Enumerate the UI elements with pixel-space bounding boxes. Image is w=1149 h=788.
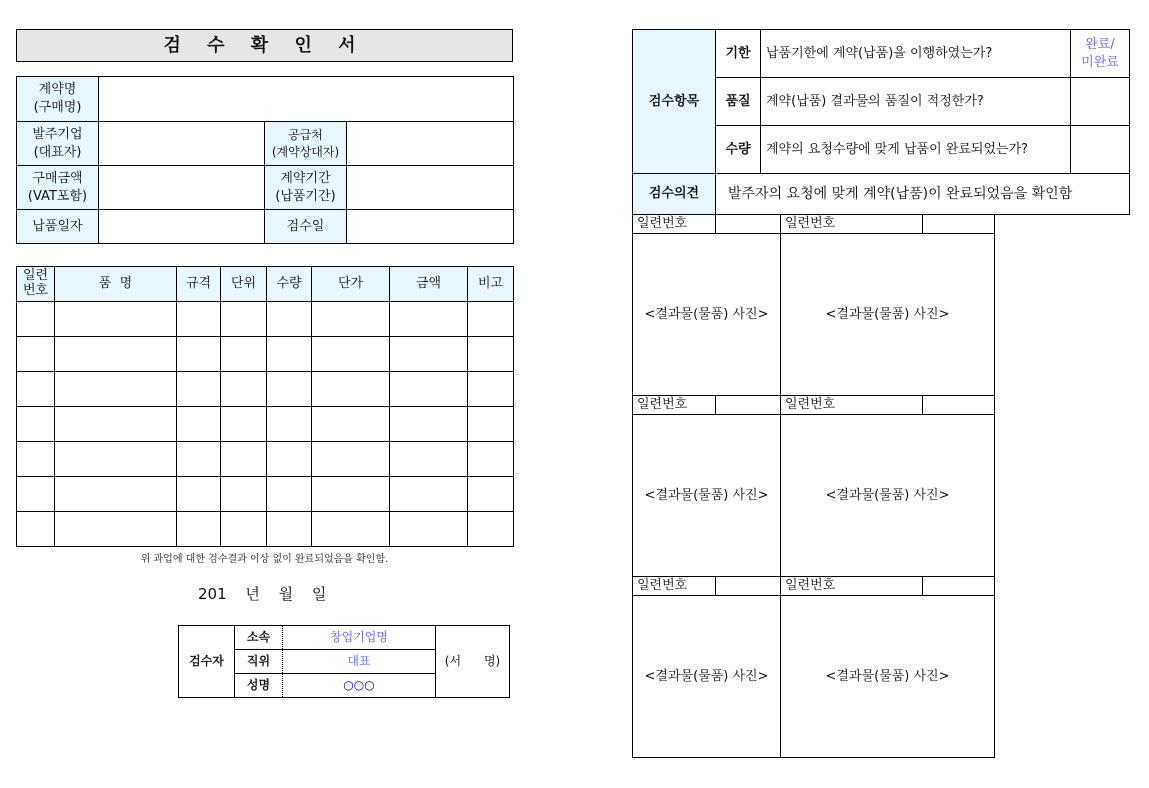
item-key: 수량: [716, 126, 761, 174]
contract-info-table: [16, 76, 514, 244]
serial-field[interactable]: [716, 577, 781, 596]
contract-period-field[interactable]: [347, 166, 514, 210]
table-row: [17, 407, 514, 442]
column-header: 수량: [267, 267, 312, 302]
item-cell[interactable]: [267, 302, 312, 337]
column-header: 비고: [468, 267, 514, 302]
serial-label: 일련번호: [633, 577, 716, 596]
item-cell[interactable]: [312, 512, 390, 547]
item-cell[interactable]: [177, 302, 221, 337]
item-cell[interactable]: [221, 512, 267, 547]
table-row: [17, 372, 514, 407]
status-header[interactable]: 완료/ 미완료: [1071, 30, 1130, 78]
item-cell[interactable]: [17, 442, 55, 477]
serial-label: 일련번호: [781, 215, 923, 234]
item-cell[interactable]: [267, 407, 312, 442]
photo-placeholder[interactable]: <결과물(물품) 사진>: [633, 415, 781, 577]
table-row: [17, 442, 514, 477]
serial-field[interactable]: [923, 396, 995, 415]
column-header: 일련 번호: [17, 267, 55, 302]
item-cell[interactable]: [17, 512, 55, 547]
serial-field[interactable]: [716, 215, 781, 234]
item-cell[interactable]: [55, 512, 177, 547]
item-cell[interactable]: [17, 337, 55, 372]
item-cell[interactable]: [267, 372, 312, 407]
item-cell[interactable]: [267, 477, 312, 512]
contract-name-label: 계약명 (구매명): [17, 77, 99, 122]
item-cell[interactable]: [468, 337, 514, 372]
contract-period-label: 계약기간 (납품기간): [265, 166, 347, 210]
ordering-company-label: 발주기업 (대표자): [17, 122, 99, 166]
item-cell[interactable]: [177, 477, 221, 512]
item-key: 품질: [716, 78, 761, 126]
inspection-date-field[interactable]: [347, 210, 514, 244]
item-cell[interactable]: [468, 302, 514, 337]
item-cell[interactable]: [221, 407, 267, 442]
item-cell[interactable]: [312, 337, 390, 372]
opinion-label: 검수의견: [633, 174, 716, 215]
item-cell[interactable]: [390, 372, 468, 407]
supplier-label: 공급처 (계약상대자): [265, 122, 347, 166]
item-question: 계약(납품) 결과물의 품질이 적정한가?: [761, 78, 1071, 126]
item-cell[interactable]: [468, 407, 514, 442]
item-cell[interactable]: [221, 477, 267, 512]
photo-placeholder[interactable]: <결과물(물품) 사진>: [781, 596, 995, 758]
item-cell[interactable]: [177, 407, 221, 442]
table-row: [17, 302, 514, 337]
position-label: 직위: [235, 650, 283, 674]
item-cell[interactable]: [177, 442, 221, 477]
item-cell[interactable]: [390, 337, 468, 372]
opinion-table: [632, 173, 1130, 758]
serial-label: 일련번호: [633, 215, 716, 234]
item-cell[interactable]: [468, 442, 514, 477]
item-cell[interactable]: [468, 372, 514, 407]
opinion-statement: 발주자의 요청에 맞게 계약(납품)이 완료되었음을 확인함: [716, 174, 1130, 215]
item-cell[interactable]: [17, 372, 55, 407]
item-cell[interactable]: [468, 477, 514, 512]
item-cell[interactable]: [390, 442, 468, 477]
item-cell[interactable]: [55, 407, 177, 442]
item-cell[interactable]: [312, 477, 390, 512]
item-cell[interactable]: [177, 512, 221, 547]
item-cell[interactable]: [221, 337, 267, 372]
item-cell[interactable]: [177, 337, 221, 372]
signature-field[interactable]: (서 명): [436, 626, 510, 698]
item-cell[interactable]: [312, 407, 390, 442]
photo-placeholder[interactable]: <결과물(물품) 사진>: [781, 415, 995, 577]
serial-label: 일련번호: [633, 396, 716, 415]
photo-placeholder[interactable]: <결과물(물품) 사진>: [781, 234, 995, 396]
serial-field[interactable]: [923, 215, 995, 234]
item-cell[interactable]: [177, 372, 221, 407]
name-label: 성명: [235, 674, 283, 698]
serial-field[interactable]: [716, 396, 781, 415]
photo-placeholder[interactable]: <결과물(물품) 사진>: [633, 596, 781, 758]
document-title: 검 수 확 인 서: [16, 29, 513, 62]
item-cell[interactable]: [221, 372, 267, 407]
items-table: [16, 266, 514, 547]
position-value[interactable]: 대표: [283, 650, 436, 674]
item-cell[interactable]: [17, 407, 55, 442]
item-cell[interactable]: [390, 512, 468, 547]
table-row: [17, 512, 514, 547]
item-key: 기한: [716, 30, 761, 78]
item-cell[interactable]: [17, 477, 55, 512]
item-question: 납품기한에 계약(납품)을 이행하였는가?: [761, 30, 1071, 78]
confirmation-note: 위 과업에 대한 검수결과 이상 없이 완료되었음을 확인함.: [140, 554, 389, 565]
delivery-date-field[interactable]: [99, 210, 265, 244]
item-cell[interactable]: [55, 442, 177, 477]
column-header: 단가: [312, 267, 390, 302]
column-header: 단위: [221, 267, 267, 302]
item-cell[interactable]: [55, 477, 177, 512]
name-value[interactable]: ○○○: [283, 674, 436, 698]
delivery-date-label: 납품일자: [17, 210, 99, 244]
ordering-company-field[interactable]: [99, 122, 265, 166]
inspection-items-table: [632, 29, 1130, 174]
date-line: 201 년 월 일: [198, 585, 327, 603]
item-cell[interactable]: [312, 442, 390, 477]
affiliation-value[interactable]: 창업기업명: [283, 626, 436, 650]
table-row: [17, 337, 514, 372]
affiliation-label: 소속: [235, 626, 283, 650]
item-cell[interactable]: [267, 512, 312, 547]
item-cell[interactable]: [17, 302, 55, 337]
item-cell[interactable]: [312, 372, 390, 407]
inspector-table: [178, 625, 510, 698]
contract-name-field[interactable]: [99, 77, 514, 122]
purchase-amount-label: 구매금액 (VAT포함): [17, 166, 99, 210]
item-cell[interactable]: [390, 302, 468, 337]
column-header: 금액: [390, 267, 468, 302]
inspector-label: 검수자: [179, 626, 235, 698]
item-cell[interactable]: [221, 442, 267, 477]
column-header: 품 명: [55, 267, 177, 302]
photo-placeholder[interactable]: <결과물(물품) 사진>: [633, 234, 781, 396]
item-cell[interactable]: [55, 302, 177, 337]
item-cell[interactable]: [267, 337, 312, 372]
table-row: [17, 477, 514, 512]
item-cell[interactable]: [55, 337, 177, 372]
item-cell[interactable]: [312, 302, 390, 337]
item-cell[interactable]: [390, 477, 468, 512]
supplier-field[interactable]: [347, 122, 514, 166]
item-cell[interactable]: [55, 372, 177, 407]
serial-label: 일련번호: [781, 396, 923, 415]
purchase-amount-field[interactable]: [99, 166, 265, 210]
column-header: 규격: [177, 267, 221, 302]
serial-label: 일련번호: [781, 577, 923, 596]
item-cell[interactable]: [267, 442, 312, 477]
item-question: 계약의 요청수량에 맞게 납품이 완료되었는가?: [761, 126, 1071, 174]
inspection-date-label: 검수일: [265, 210, 347, 244]
serial-field[interactable]: [923, 577, 995, 596]
status-field[interactable]: [1071, 126, 1130, 174]
item-cell[interactable]: [468, 512, 514, 547]
status-field[interactable]: [1071, 78, 1130, 126]
item-cell[interactable]: [390, 407, 468, 442]
item-cell[interactable]: [221, 302, 267, 337]
inspection-items-label: 검수항목: [633, 30, 716, 174]
